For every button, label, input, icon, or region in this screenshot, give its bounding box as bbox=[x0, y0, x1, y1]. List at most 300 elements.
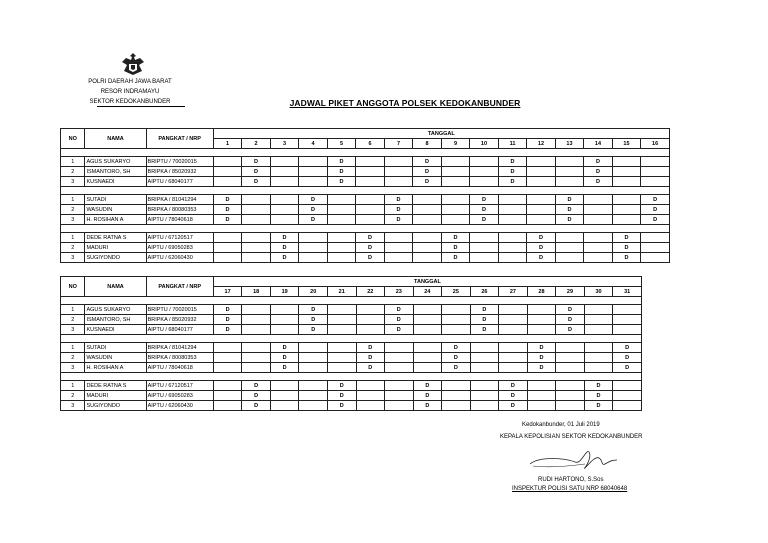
spacer-cell bbox=[213, 187, 242, 195]
day-cell bbox=[612, 177, 641, 187]
spacer-cell bbox=[85, 297, 146, 305]
table-row bbox=[61, 343, 642, 353]
day-cell bbox=[213, 363, 242, 373]
day-cell bbox=[498, 215, 527, 225]
day-cell bbox=[299, 381, 328, 391]
day-cell bbox=[442, 305, 471, 315]
day-cell bbox=[242, 363, 271, 373]
day-cell bbox=[527, 401, 556, 411]
row-nama: DEDE RATNA S bbox=[85, 381, 146, 391]
day-cell bbox=[242, 305, 271, 315]
spacer-cell bbox=[61, 187, 85, 195]
col-header-nama: NAMA bbox=[85, 129, 146, 149]
day-cell bbox=[527, 315, 556, 325]
spacer-cell bbox=[527, 373, 556, 381]
day-cell bbox=[470, 243, 499, 253]
row-pangkat: AIPTU / 69050283 bbox=[146, 391, 213, 401]
spacer-cell bbox=[641, 149, 670, 157]
day-cell bbox=[356, 177, 385, 187]
duty-mark: D bbox=[470, 195, 499, 205]
row-nama: SUGIYONDO bbox=[85, 253, 146, 263]
duty-mark: D bbox=[584, 177, 613, 187]
day-cell bbox=[356, 325, 385, 335]
day-cell bbox=[527, 167, 556, 177]
duty-mark: D bbox=[327, 167, 356, 177]
spacer-cell bbox=[299, 297, 328, 305]
row-no: 1 bbox=[61, 381, 85, 391]
duty-mark: D bbox=[442, 363, 471, 373]
day-cell bbox=[356, 401, 385, 411]
spacer-cell bbox=[527, 297, 556, 305]
day-cell bbox=[470, 401, 499, 411]
table-row bbox=[61, 391, 642, 401]
day-header: 4 bbox=[299, 139, 328, 149]
duty-mark: D bbox=[470, 205, 499, 215]
spacer-cell bbox=[61, 149, 85, 157]
day-header: 15 bbox=[612, 139, 641, 149]
day-cell bbox=[299, 177, 328, 187]
day-cell bbox=[270, 305, 299, 315]
duty-mark: D bbox=[213, 305, 242, 315]
day-cell bbox=[470, 363, 499, 373]
duty-mark: D bbox=[384, 205, 413, 215]
day-cell bbox=[499, 325, 528, 335]
day-cell bbox=[498, 243, 527, 253]
day-cell bbox=[442, 325, 471, 335]
day-cell bbox=[641, 167, 670, 177]
day-cell bbox=[213, 401, 242, 411]
header-line-1: POLRI DAERAH JAWA BARAT bbox=[88, 79, 172, 85]
row-pangkat: AIPTU / 67120517 bbox=[146, 233, 213, 243]
duty-mark: D bbox=[327, 391, 356, 401]
col-header-nama: NAMA bbox=[85, 277, 146, 297]
duty-mark: D bbox=[584, 381, 613, 391]
spacer-cell bbox=[470, 149, 499, 157]
spacer-cell bbox=[61, 297, 85, 305]
row-pangkat: AIPTU / 68040177 bbox=[146, 177, 213, 187]
day-cell bbox=[242, 195, 271, 205]
duty-mark: D bbox=[385, 315, 414, 325]
spacer-cell bbox=[146, 373, 213, 381]
day-cell bbox=[299, 253, 328, 263]
spacer-cell bbox=[61, 335, 85, 343]
duty-mark: D bbox=[498, 167, 527, 177]
day-cell bbox=[327, 215, 356, 225]
row-pangkat: AIPTU / 62060430 bbox=[146, 253, 213, 263]
day-header: 9 bbox=[441, 139, 470, 149]
spacer-cell bbox=[270, 187, 299, 195]
spacer-cell bbox=[442, 297, 471, 305]
day-cell bbox=[270, 215, 299, 225]
day-cell bbox=[327, 305, 356, 315]
day-cell bbox=[499, 343, 528, 353]
spacer-cell bbox=[498, 187, 527, 195]
spacer-cell bbox=[385, 373, 414, 381]
day-cell bbox=[442, 391, 471, 401]
duty-mark: D bbox=[470, 315, 499, 325]
spacer-cell bbox=[527, 187, 556, 195]
day-cell bbox=[242, 215, 271, 225]
duty-mark: D bbox=[384, 195, 413, 205]
day-cell bbox=[470, 177, 499, 187]
duty-mark: D bbox=[527, 253, 556, 263]
duty-mark: D bbox=[527, 343, 556, 353]
duty-mark: D bbox=[327, 177, 356, 187]
day-cell bbox=[385, 343, 414, 353]
duty-mark: D bbox=[470, 215, 499, 225]
day-cell bbox=[641, 253, 670, 263]
table-row bbox=[61, 381, 642, 391]
row-pangkat: BRIPKA / 81041294 bbox=[146, 195, 213, 205]
spacer-cell bbox=[270, 149, 299, 157]
day-cell bbox=[413, 215, 442, 225]
spacer-cell bbox=[555, 225, 584, 233]
day-cell bbox=[470, 253, 499, 263]
duty-mark: D bbox=[613, 363, 642, 373]
spacer-cell bbox=[470, 373, 499, 381]
col-header-tanggal: TANGGAL bbox=[213, 277, 641, 287]
day-cell bbox=[270, 157, 299, 167]
day-cell bbox=[442, 401, 471, 411]
day-cell bbox=[384, 177, 413, 187]
spacer-cell bbox=[213, 225, 242, 233]
day-header: 17 bbox=[213, 287, 242, 297]
day-cell bbox=[213, 167, 242, 177]
day-header: 1 bbox=[213, 139, 242, 149]
day-cell bbox=[470, 167, 499, 177]
header-underline bbox=[97, 106, 185, 107]
table-row bbox=[61, 167, 670, 177]
day-cell bbox=[299, 157, 328, 167]
duty-mark: D bbox=[242, 401, 271, 411]
spacer-row bbox=[61, 335, 642, 343]
col-header-pangkat: PANGKAT / NRP bbox=[146, 129, 213, 149]
day-header: 31 bbox=[613, 287, 642, 297]
day-cell bbox=[441, 195, 470, 205]
row-nama: MADURI bbox=[85, 391, 146, 401]
spacer-cell bbox=[61, 373, 85, 381]
day-cell bbox=[270, 391, 299, 401]
duty-mark: D bbox=[356, 353, 385, 363]
table-row bbox=[61, 353, 642, 363]
duty-mark: D bbox=[213, 205, 242, 215]
duty-mark: D bbox=[555, 195, 584, 205]
duty-mark: D bbox=[641, 195, 670, 205]
duty-mark: D bbox=[384, 215, 413, 225]
day-cell bbox=[527, 305, 556, 315]
day-header: 16 bbox=[641, 139, 670, 149]
day-cell bbox=[498, 253, 527, 263]
spacer-cell bbox=[85, 225, 146, 233]
spacer-cell bbox=[385, 335, 414, 343]
day-cell bbox=[327, 205, 356, 215]
day-cell bbox=[413, 363, 442, 373]
day-cell bbox=[413, 325, 442, 335]
duty-mark: D bbox=[356, 243, 385, 253]
spacer-cell bbox=[413, 187, 442, 195]
row-nama: WASUDIN bbox=[85, 353, 146, 363]
day-cell bbox=[327, 353, 356, 363]
day-cell bbox=[213, 253, 242, 263]
duty-mark: D bbox=[584, 391, 613, 401]
spacer-cell bbox=[146, 297, 213, 305]
spacer-cell bbox=[242, 335, 271, 343]
day-cell bbox=[498, 195, 527, 205]
duty-mark: D bbox=[613, 353, 642, 363]
row-no: 2 bbox=[61, 205, 85, 215]
duty-mark: D bbox=[213, 315, 242, 325]
duty-mark: D bbox=[299, 195, 328, 205]
day-cell bbox=[612, 195, 641, 205]
duty-mark: D bbox=[527, 363, 556, 373]
spacer-cell bbox=[327, 225, 356, 233]
spacer-cell bbox=[213, 335, 242, 343]
spacer-cell bbox=[270, 373, 299, 381]
day-cell bbox=[612, 205, 641, 215]
spacer-cell bbox=[527, 149, 556, 157]
row-pangkat: BRIPKA / 80080353 bbox=[146, 205, 213, 215]
row-nama: SUTADI bbox=[85, 343, 146, 353]
day-header: 14 bbox=[584, 139, 613, 149]
duty-mark: D bbox=[556, 315, 585, 325]
duty-mark: D bbox=[327, 381, 356, 391]
day-cell bbox=[556, 353, 585, 363]
day-cell bbox=[442, 315, 471, 325]
spacer-cell bbox=[242, 373, 271, 381]
row-nama: ISMANTORO, SH bbox=[85, 167, 146, 177]
day-cell bbox=[555, 177, 584, 187]
duty-mark: D bbox=[442, 353, 471, 363]
handwritten-signature-icon bbox=[525, 446, 635, 474]
day-header: 12 bbox=[527, 139, 556, 149]
day-header: 11 bbox=[498, 139, 527, 149]
day-cell bbox=[270, 315, 299, 325]
day-cell bbox=[413, 315, 442, 325]
header-line-2: RESOR INDRAMAYU bbox=[100, 89, 160, 95]
spacer-cell bbox=[327, 297, 356, 305]
spacer-cell bbox=[242, 297, 271, 305]
duty-mark: D bbox=[499, 391, 528, 401]
day-cell bbox=[356, 195, 385, 205]
day-cell bbox=[413, 353, 442, 363]
duty-mark: D bbox=[612, 243, 641, 253]
duty-mark: D bbox=[584, 401, 613, 411]
table-row bbox=[61, 195, 670, 205]
day-cell bbox=[584, 343, 613, 353]
spacer-row bbox=[61, 149, 670, 157]
row-pangkat: BRIPKA / 80080353 bbox=[146, 353, 213, 363]
day-header: 23 bbox=[385, 287, 414, 297]
day-cell bbox=[327, 233, 356, 243]
spacer-cell bbox=[470, 335, 499, 343]
day-cell bbox=[384, 233, 413, 243]
spacer-cell bbox=[584, 335, 613, 343]
spacer-cell bbox=[242, 187, 271, 195]
day-cell bbox=[499, 363, 528, 373]
day-cell bbox=[498, 233, 527, 243]
duty-mark: D bbox=[442, 343, 471, 353]
spacer-cell bbox=[384, 149, 413, 157]
spacer-cell bbox=[499, 373, 528, 381]
spacer-cell bbox=[299, 335, 328, 343]
spacer-cell bbox=[356, 297, 385, 305]
day-cell bbox=[385, 381, 414, 391]
spacer-cell bbox=[556, 373, 585, 381]
duty-mark: D bbox=[242, 167, 271, 177]
day-header: 3 bbox=[270, 139, 299, 149]
duty-mark: D bbox=[498, 157, 527, 167]
duty-mark: D bbox=[327, 401, 356, 411]
day-cell bbox=[555, 243, 584, 253]
spacer-cell bbox=[146, 187, 213, 195]
spacer-cell bbox=[384, 187, 413, 195]
day-cell bbox=[499, 305, 528, 315]
day-cell bbox=[613, 401, 642, 411]
day-cell bbox=[327, 343, 356, 353]
spacer-cell bbox=[299, 373, 328, 381]
col-header-no: NO bbox=[61, 277, 85, 297]
col-header-no: NO bbox=[61, 129, 85, 149]
duty-mark: D bbox=[555, 215, 584, 225]
duty-mark: D bbox=[584, 157, 613, 167]
spacer-cell bbox=[584, 187, 613, 195]
spacer-cell bbox=[213, 297, 242, 305]
day-cell bbox=[213, 391, 242, 401]
row-pangkat: AIPTU / 68040177 bbox=[146, 325, 213, 335]
table-row bbox=[61, 305, 642, 315]
spacer-cell bbox=[299, 149, 328, 157]
day-cell bbox=[356, 157, 385, 167]
day-cell bbox=[556, 391, 585, 401]
spacer-cell bbox=[498, 149, 527, 157]
duty-mark: D bbox=[356, 343, 385, 353]
duty-mark: D bbox=[242, 177, 271, 187]
day-cell bbox=[498, 205, 527, 215]
day-cell bbox=[356, 315, 385, 325]
day-cell bbox=[470, 233, 499, 243]
row-no: 1 bbox=[61, 305, 85, 315]
duty-mark: D bbox=[613, 343, 642, 353]
spacer-cell bbox=[584, 373, 613, 381]
day-cell bbox=[413, 243, 442, 253]
spacer-cell bbox=[641, 225, 670, 233]
spacer-cell bbox=[556, 335, 585, 343]
spacer-cell bbox=[85, 187, 146, 195]
day-cell bbox=[327, 243, 356, 253]
day-header: 2 bbox=[242, 139, 271, 149]
row-no: 1 bbox=[61, 233, 85, 243]
day-cell bbox=[213, 243, 242, 253]
spacer-cell bbox=[385, 297, 414, 305]
day-cell bbox=[584, 353, 613, 363]
spacer-cell bbox=[556, 297, 585, 305]
day-cell bbox=[242, 205, 271, 215]
day-cell bbox=[555, 167, 584, 177]
duty-mark: D bbox=[299, 325, 328, 335]
day-cell bbox=[384, 243, 413, 253]
duty-mark: D bbox=[555, 205, 584, 215]
day-cell bbox=[356, 205, 385, 215]
spacer-cell bbox=[584, 297, 613, 305]
day-header: 13 bbox=[555, 139, 584, 149]
spacer-cell bbox=[527, 335, 556, 343]
spacer-cell bbox=[413, 297, 442, 305]
spacer-cell bbox=[499, 297, 528, 305]
spacer-cell bbox=[213, 149, 242, 157]
duty-mark: D bbox=[413, 157, 442, 167]
day-cell bbox=[270, 381, 299, 391]
duty-mark: D bbox=[413, 401, 442, 411]
day-cell bbox=[527, 391, 556, 401]
row-nama: KUSNAEDI bbox=[85, 177, 146, 187]
spacer-cell bbox=[498, 225, 527, 233]
duty-mark: D bbox=[527, 353, 556, 363]
day-cell bbox=[384, 167, 413, 177]
day-cell bbox=[327, 253, 356, 263]
day-cell bbox=[242, 253, 271, 263]
row-no: 3 bbox=[61, 363, 85, 373]
spacer-cell bbox=[61, 225, 85, 233]
row-pangkat: AIPTU / 78040618 bbox=[146, 215, 213, 225]
day-cell bbox=[470, 381, 499, 391]
signature-rank: INSPEKTUR POLISI SATU NRP 68040648 bbox=[512, 486, 628, 492]
duty-mark: D bbox=[356, 363, 385, 373]
spacer-cell bbox=[413, 335, 442, 343]
spacer-cell bbox=[612, 187, 641, 195]
day-cell bbox=[441, 157, 470, 167]
row-no: 2 bbox=[61, 315, 85, 325]
row-pangkat: AIPTU / 62060430 bbox=[146, 401, 213, 411]
col-header-pangkat: PANGKAT / NRP bbox=[146, 277, 213, 297]
spacer-cell bbox=[242, 149, 271, 157]
day-cell bbox=[584, 315, 613, 325]
row-nama: WASUDIN bbox=[85, 205, 146, 215]
header-line-3: SEKTOR KEDOKANBUNDER bbox=[89, 99, 171, 105]
day-cell bbox=[555, 253, 584, 263]
day-cell bbox=[612, 215, 641, 225]
day-cell bbox=[555, 233, 584, 243]
row-nama: SUTADI bbox=[85, 195, 146, 205]
duty-mark: D bbox=[270, 353, 299, 363]
day-cell bbox=[213, 353, 242, 363]
day-cell bbox=[385, 391, 414, 401]
spacer-cell bbox=[85, 149, 146, 157]
row-pangkat: AIPTU / 78040618 bbox=[146, 363, 213, 373]
day-cell bbox=[612, 157, 641, 167]
day-header: 26 bbox=[470, 287, 499, 297]
signature-name: RUDI HARTONO, S.Sos bbox=[538, 477, 604, 483]
spacer-cell bbox=[613, 373, 642, 381]
spacer-cell bbox=[613, 297, 642, 305]
day-cell bbox=[270, 195, 299, 205]
duty-mark: D bbox=[441, 233, 470, 243]
day-header: 19 bbox=[270, 287, 299, 297]
day-cell bbox=[299, 167, 328, 177]
day-header: 24 bbox=[413, 287, 442, 297]
spacer-cell bbox=[270, 335, 299, 343]
spacer-cell bbox=[612, 149, 641, 157]
duty-mark: D bbox=[299, 205, 328, 215]
day-cell bbox=[270, 205, 299, 215]
spacer-cell bbox=[299, 187, 328, 195]
day-header: 5 bbox=[327, 139, 356, 149]
duty-mark: D bbox=[270, 243, 299, 253]
table-row bbox=[61, 363, 642, 373]
day-cell bbox=[299, 353, 328, 363]
day-cell bbox=[213, 343, 242, 353]
spacer-cell bbox=[356, 187, 385, 195]
day-cell bbox=[584, 253, 613, 263]
